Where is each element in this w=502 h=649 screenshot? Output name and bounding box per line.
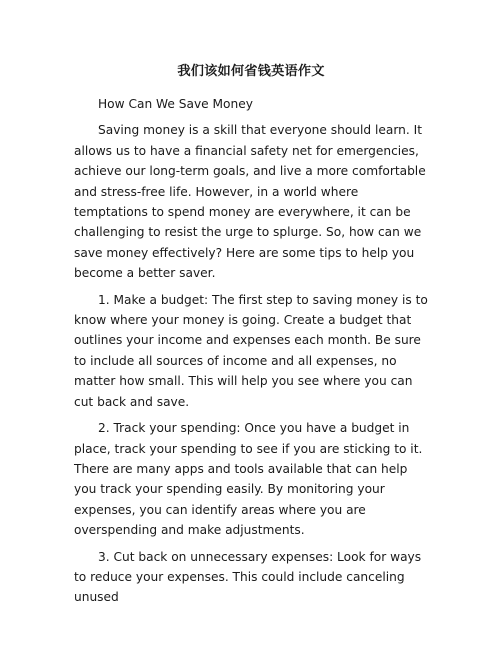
paragraph-track-spending: 2. Track your spending: Once you have a budget in place, track your spending to see if you are sticking to it. There are many apps and tools available that can help you track your spending easily. By monitoring your expenses, you can identify areas where you are overspending and make adjustments. (74, 421, 423, 538)
essay-subtitle: How Can We Save Money (98, 97, 253, 111)
paragraph-cut-expenses: 3. Cut back on unnecessary expenses: Look for ways to reduce your expenses. This could include canceling unused (74, 549, 422, 605)
document-body (74, 94, 432, 614)
paragraph-intro: Saving money is a skill that everyone should learn. It allows us to have a financial safety net for emergencies, achieve our long-term goals, and live a more comfortable and stress-free life. However, in a world where temptations to spend money are everywhere, it can be challenging to resist the urge to splurge. So, how can we save money effectively? Here are some tips to help you become a better saver. (74, 123, 426, 281)
document-title: 我们该如何省钱英语作文 (177, 64, 325, 79)
paragraph-make-budget: 1. Make a budget: The first step to saving money is to know where your money is going. Create a budget that outlines your income and expenses each month. Be sure to include all sources of income and all expenses, no matter how small. This will help you see where you can cut back and save. (74, 292, 428, 409)
